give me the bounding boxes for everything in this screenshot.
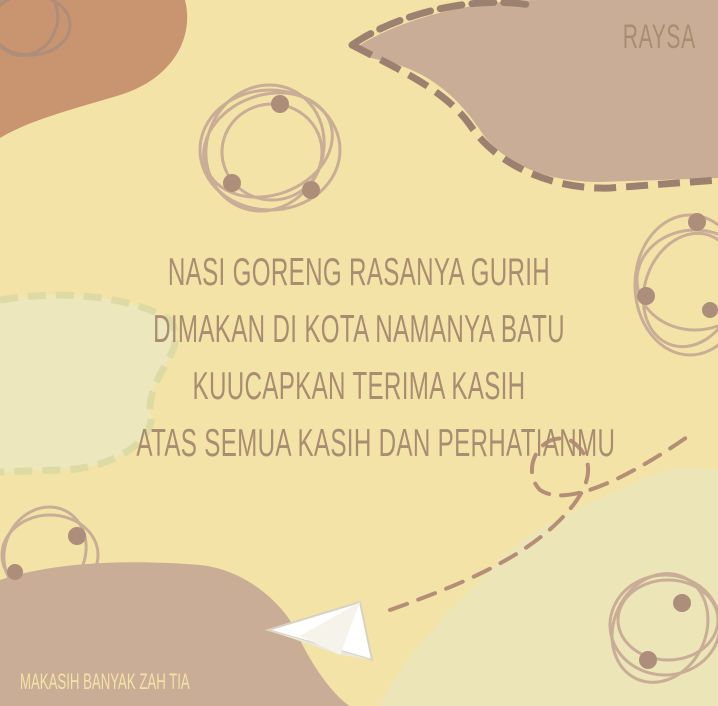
blob-top-left (0, 0, 187, 138)
poem-line-4: ATAS SEMUA KASIH DAN PERHATIANMU (136, 422, 616, 465)
blob-bottom-right-pale (380, 468, 718, 706)
poem-line-1: NASI GORENG RASANYA GURIH (167, 251, 551, 294)
footer-text: MAKASIH BANYAK ZAH TIA (20, 669, 190, 694)
poem-block (0, 244, 718, 472)
brand-name: RAYSA (622, 18, 696, 56)
poem-line-2: DIMAKAN DI KOTA NAMANYA BATU (153, 308, 565, 351)
scribble-top-center (185, 65, 347, 230)
poem-line-3: KUUCAPKAN TERIMA KASIH (192, 365, 526, 408)
